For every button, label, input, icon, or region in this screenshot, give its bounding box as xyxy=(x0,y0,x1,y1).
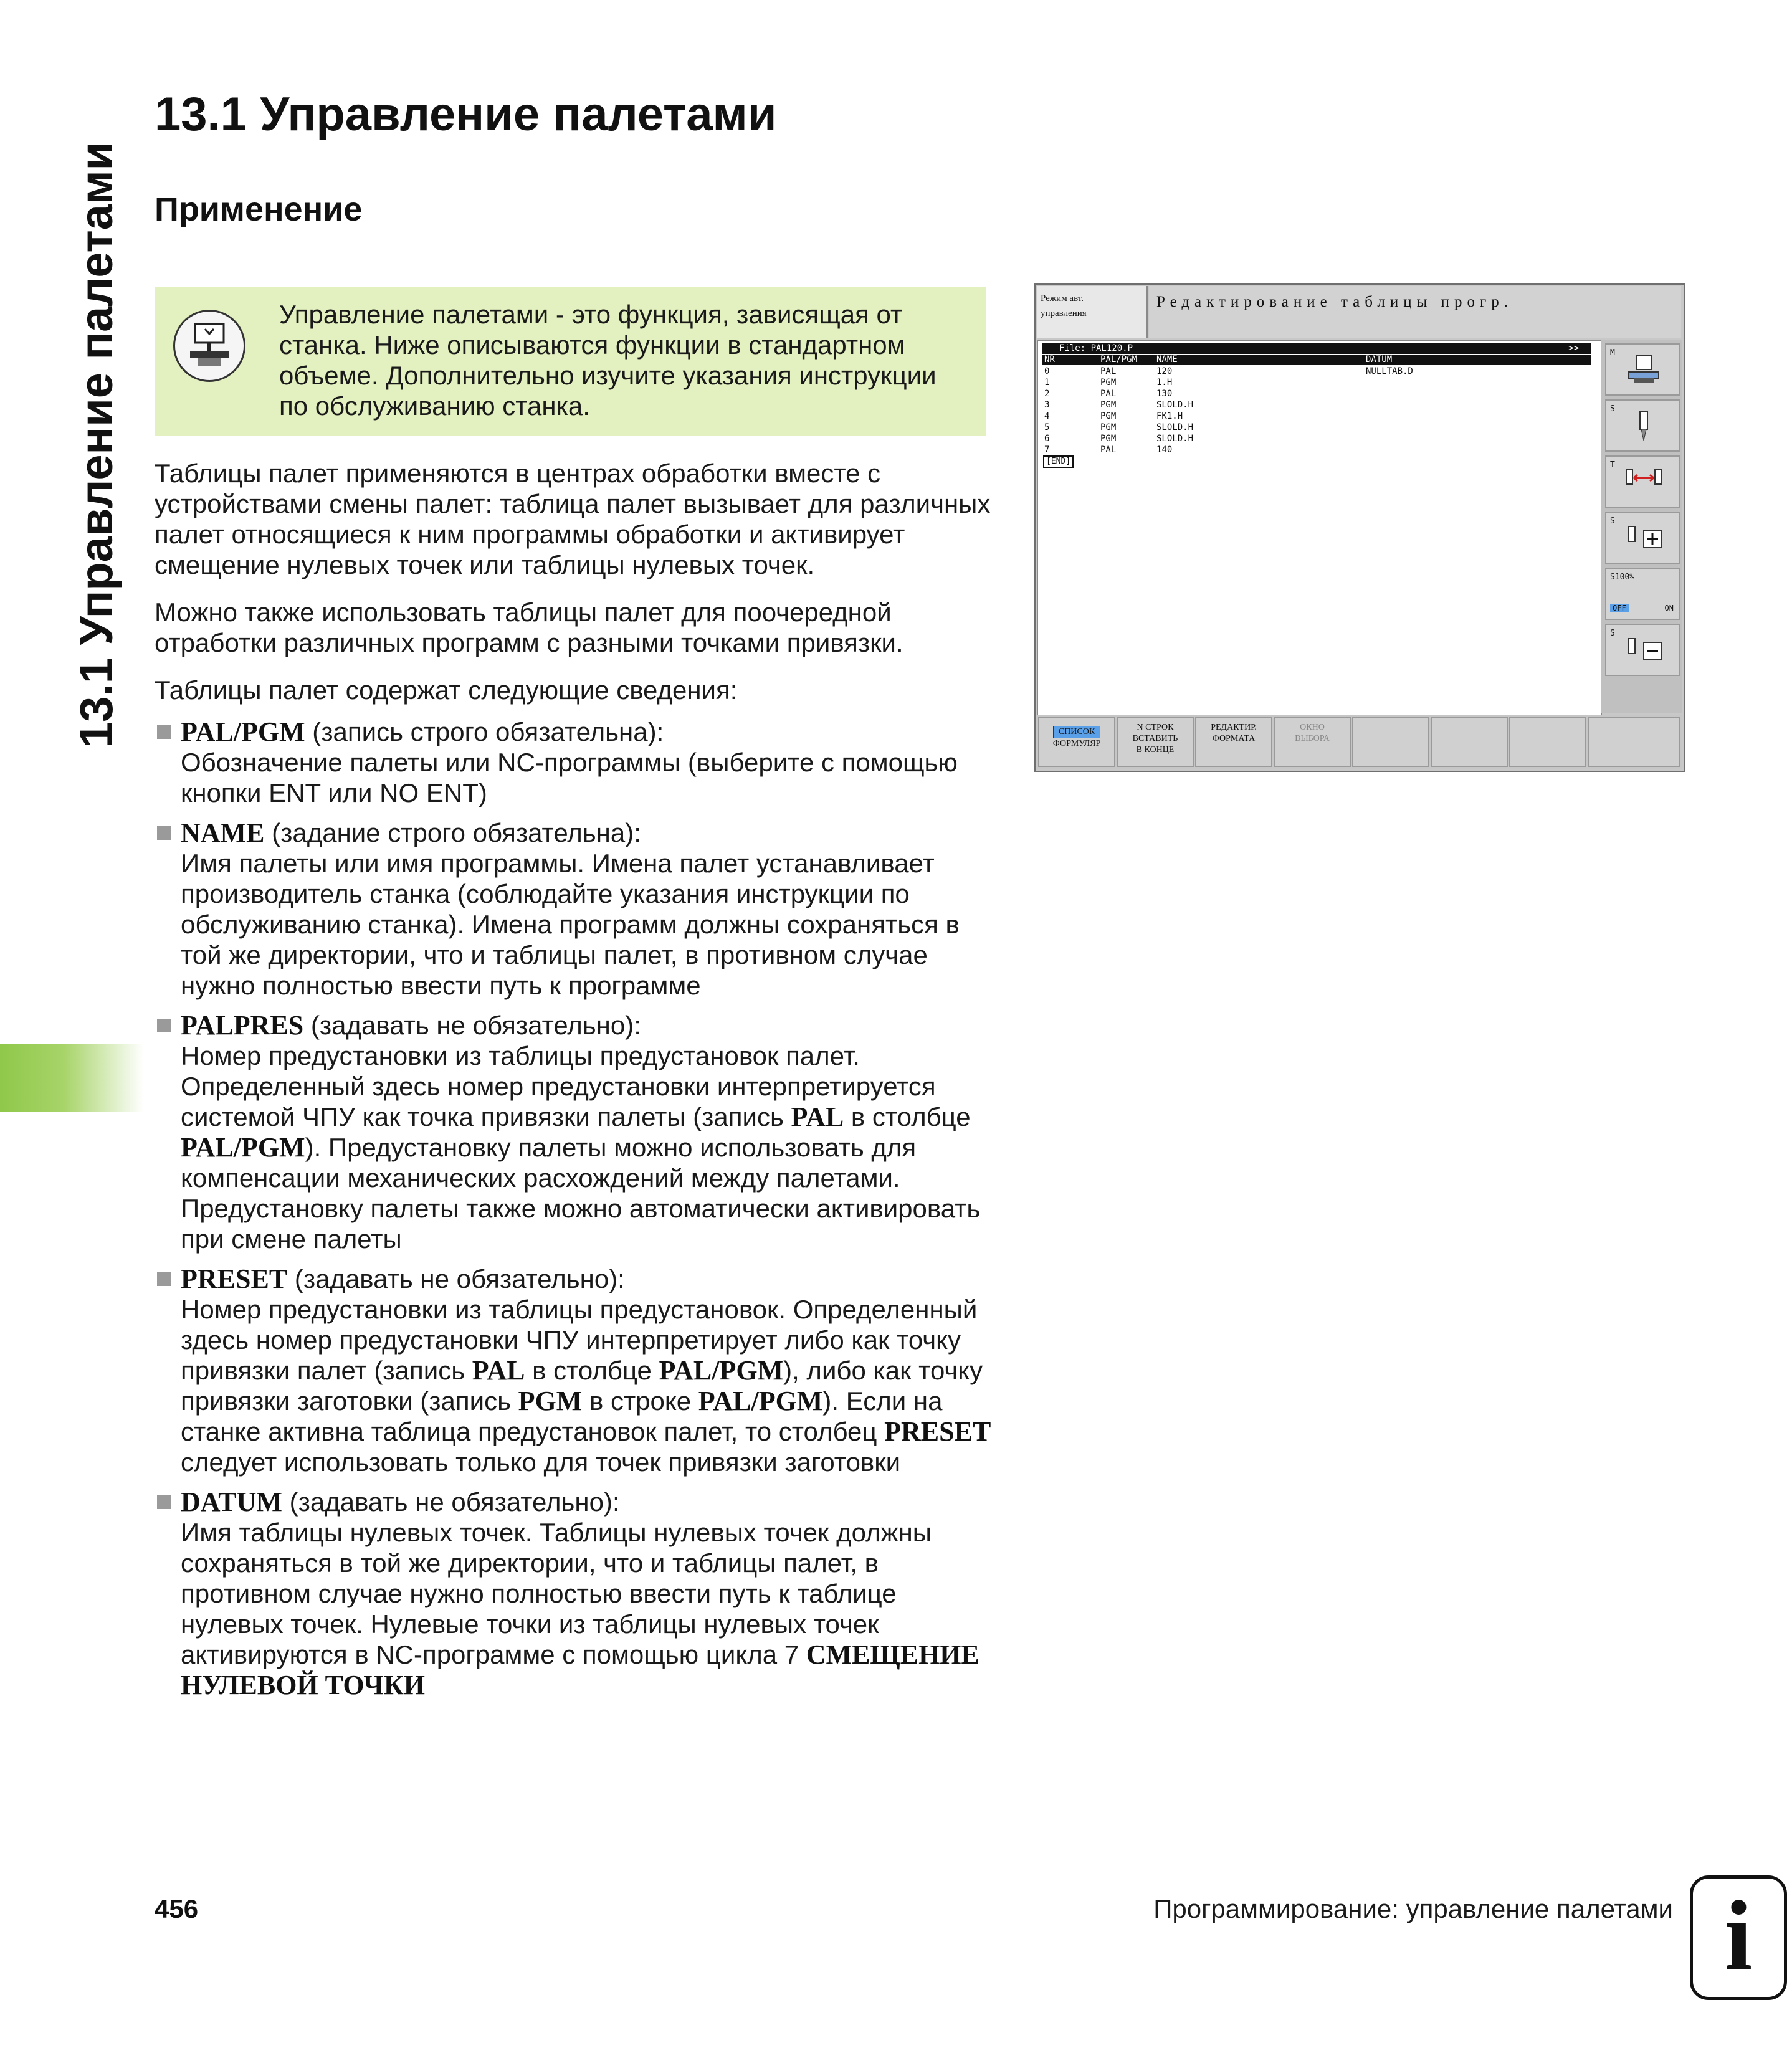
side-softkeys xyxy=(1601,340,1682,713)
softkey-label: S xyxy=(1610,404,1615,414)
softkey-label: ФОРМУЛЯР xyxy=(1052,739,1101,748)
list-item xyxy=(155,1264,1002,1477)
page-title: 13.1 Управление палетами xyxy=(155,88,777,141)
softkey-label: СПИСОК xyxy=(1053,726,1100,738)
text-run: ), либо как точку привязки заготовки (запись xyxy=(181,1356,983,1416)
running-footer: Программирование: управление палетами xyxy=(1153,1894,1673,1923)
more-columns-indicator: >> xyxy=(1568,343,1579,353)
cell: PGM xyxy=(1100,422,1117,432)
bullet-square xyxy=(157,1019,171,1032)
text-run: Номер предустановки из таблицы предустановок. Определенный здесь номер предустановки ЧПУ интерпретирует либо как точку привязки палет (запись xyxy=(181,1295,978,1385)
inline-keyword: PGM xyxy=(518,1386,583,1416)
field-description: Обозначение палеты или NC-программы (выберите с помощью кнопки ENT или NO ENT) xyxy=(181,748,958,807)
note-box xyxy=(155,287,986,436)
softkey-label: T xyxy=(1610,460,1615,470)
machine-icon xyxy=(173,310,245,382)
side-softkey-s-minus[interactable] xyxy=(1605,624,1680,676)
mode-line: Режим авт. xyxy=(1041,293,1084,303)
cell: 120 xyxy=(1156,366,1173,376)
inline-keyword: PAL xyxy=(472,1355,525,1386)
file-bar xyxy=(1042,343,1591,354)
spindle-minus-icon xyxy=(1625,634,1662,670)
inline-keyword: СМЕЩЕНИЕ НУЛЕВОЙ ТОЧКИ xyxy=(181,1639,979,1700)
field-keyword: DATUM xyxy=(181,1487,282,1517)
softkey-bar xyxy=(1037,715,1682,769)
softkey-label: N СТРОК xyxy=(1137,723,1174,732)
text-run: ). Если на станке активна таблица предустановок палет, то столбец xyxy=(181,1386,943,1446)
text-run: следует использовать только для точек привязки заготовки xyxy=(181,1447,901,1477)
softkey-empty[interactable] xyxy=(1509,717,1586,767)
field-keyword: PAL/PGM xyxy=(181,717,305,747)
field-description xyxy=(181,1517,1002,1700)
text-run: в столбце xyxy=(525,1356,659,1385)
table-row[interactable] xyxy=(1042,444,1591,455)
main-text xyxy=(155,458,1002,1710)
cell: FK1.H xyxy=(1156,411,1183,421)
table-row[interactable] xyxy=(1042,422,1591,433)
cell: 140 xyxy=(1156,445,1173,455)
cell: PGM xyxy=(1100,378,1117,388)
cell: 1.H xyxy=(1156,378,1173,388)
cell: 1 xyxy=(1044,378,1050,388)
page-number: 456 xyxy=(155,1894,199,1923)
side-softkey-m[interactable] xyxy=(1605,343,1680,396)
inline-keyword: PRESET xyxy=(884,1416,991,1447)
cell: SLOLD.H xyxy=(1156,422,1194,432)
field-keyword: PALPRES xyxy=(181,1010,304,1041)
note-text: Управление палетами - это функция, зависящая от станка. Ниже описываются функции в стандартном объеме. Дополнительно изучите указания инструкции по обслуживанию станка. xyxy=(279,300,937,421)
field-keyword: NAME xyxy=(181,817,265,848)
cell: 0 xyxy=(1044,366,1050,376)
cell: NULLTAB.D xyxy=(1366,366,1413,376)
cell: 3 xyxy=(1044,400,1050,410)
cell: 7 xyxy=(1044,445,1050,455)
cell: 130 xyxy=(1156,389,1173,399)
table-row[interactable] xyxy=(1042,411,1591,422)
cell: PAL xyxy=(1100,445,1117,455)
softkey-label: ФОРМАТА xyxy=(1212,734,1256,743)
softkey-list-form[interactable] xyxy=(1038,717,1115,767)
side-chapter-title: 13.1 Управление палетами xyxy=(70,141,122,748)
cell: PAL xyxy=(1100,389,1117,399)
inline-keyword: PAL/PGM xyxy=(181,1132,305,1163)
screen-title: Редактирование таблицы прогр. xyxy=(1149,286,1681,338)
side-softkey-s-plus[interactable] xyxy=(1605,512,1680,564)
paragraph: Таблицы палет применяются в центрах обработки вместе с устройствами смены палет: таблица палет вызывает для различных палет относящиеся к ним программы обработки и активирует смещение нулевых точек или таблицы нулевых точек. xyxy=(155,459,991,579)
field-description xyxy=(181,1041,1002,1254)
softkey-label: РЕДАКТИР. xyxy=(1211,723,1257,732)
field-qualifier: (задавать не обязательно): xyxy=(287,1264,625,1293)
softkey-edit-format[interactable] xyxy=(1195,717,1272,767)
off-label: OFF xyxy=(1610,604,1629,612)
chapter-tab-marker xyxy=(0,1044,143,1112)
field-qualifier: (задавать не обязательно): xyxy=(282,1487,620,1517)
softkey-label: S100% xyxy=(1610,573,1635,582)
field-keyword: PRESET xyxy=(181,1264,288,1294)
text-run: Номер предустановки из таблицы предустановок палет. Определенный здесь номер предустановки интерпретируется системой ЧПУ как точка привязки палеты (запись xyxy=(181,1041,936,1131)
table-row[interactable] xyxy=(1042,366,1591,377)
inline-keyword: PAL xyxy=(791,1102,844,1132)
cell: 5 xyxy=(1044,422,1050,432)
side-softkey-t[interactable] xyxy=(1605,455,1680,508)
info-glyph: i xyxy=(1724,1880,1753,1991)
cell: SLOLD.H xyxy=(1156,434,1194,444)
cell: PAL xyxy=(1100,366,1117,376)
cell: PGM xyxy=(1100,434,1117,444)
spindle-plus-icon xyxy=(1625,522,1662,558)
field-qualifier: (запись строго обязательна): xyxy=(305,717,664,746)
column-header: DATUM xyxy=(1366,355,1393,364)
table-row[interactable] xyxy=(1042,388,1591,399)
field-list xyxy=(155,717,1002,1700)
table-header xyxy=(1042,355,1591,365)
cell: SLOLD.H xyxy=(1156,400,1194,410)
list-item xyxy=(155,817,1002,1001)
softkey-insert-rows[interactable] xyxy=(1117,717,1194,767)
table-row[interactable] xyxy=(1042,399,1591,411)
softkey-empty[interactable] xyxy=(1352,717,1429,767)
inline-keyword: PAL/PGM xyxy=(659,1355,784,1386)
cell: 4 xyxy=(1044,411,1050,421)
inline-keyword: PAL/PGM xyxy=(698,1386,823,1416)
text-run: в строке xyxy=(582,1386,698,1416)
softkey-label: ОКНО xyxy=(1300,723,1325,732)
softkey-label: В КОНЦЕ xyxy=(1136,745,1175,755)
text-run: ). Предустановку палеты можно использовать для компенсации механических расхождений между палетами. Предустановку палеты также можно автоматически активировать при смене палеты xyxy=(181,1133,981,1254)
cell: PGM xyxy=(1100,411,1117,421)
column-header: NAME xyxy=(1156,355,1178,364)
mode-line: управления xyxy=(1041,308,1087,318)
softkey-empty[interactable] xyxy=(1431,717,1508,767)
column-header: PAL/PGM xyxy=(1100,355,1138,364)
bullet-square xyxy=(157,826,171,840)
section-heading: Применение xyxy=(155,191,363,228)
column-header: NR xyxy=(1044,355,1055,364)
spindle-icon xyxy=(1625,409,1662,445)
bullet-square xyxy=(157,725,171,739)
bullet-square xyxy=(157,1272,171,1286)
softkey-label: S xyxy=(1610,629,1615,638)
side-softkey-override[interactable] xyxy=(1605,568,1680,620)
field-description: Имя палеты или имя программы. Имена палет устанавливает производитель станка (соблюдайте указания инструкции по обслуживанию станка). Имена программ должны сохраняться в той же директории, что и таблицы палет, в противном случае нужно полностью ввести путь к программе xyxy=(181,849,960,1000)
bullet-square xyxy=(157,1495,171,1509)
cell: 2 xyxy=(1044,389,1050,399)
tool-change-icon xyxy=(1625,465,1662,502)
end-marker: [END] xyxy=(1043,455,1074,468)
on-label: ON xyxy=(1664,604,1674,612)
field-qualifier: (задавать не обязательно): xyxy=(303,1011,641,1040)
paragraph: Таблицы палет содержат следующие сведения: xyxy=(155,675,738,705)
cell: PGM xyxy=(1100,400,1117,410)
info-icon xyxy=(1690,1875,1787,2000)
paragraph: Можно также использовать таблицы палет для поочередной отработки различных программ с разными точками привязки. xyxy=(155,598,903,657)
text-run: Имя таблицы нулевых точек. Таблицы нулевых точек должны сохраняться в той же директории, что и таблицы палет, в противном случае нужно полностью ввести путь к таблице нулевых точек. Нулевые точки из таблицы нулевых точек активируются в NC-программе с помощью цикла 7 xyxy=(181,1518,932,1669)
softkey-label: S xyxy=(1610,517,1615,526)
mode-indicator xyxy=(1037,286,1148,338)
softkey-label: ВЫБОРА xyxy=(1295,734,1330,743)
softkey-select-window[interactable] xyxy=(1274,717,1351,767)
softkey-label: M xyxy=(1610,348,1615,358)
softkey-label: ВСТАВИТЬ xyxy=(1132,734,1178,743)
cnc-screen xyxy=(1034,283,1685,772)
file-name: File: PAL120.P xyxy=(1059,343,1133,353)
cell: 6 xyxy=(1044,434,1050,444)
list-item xyxy=(155,1487,1002,1700)
softkey-empty[interactable] xyxy=(1588,717,1680,767)
field-qualifier: (задание строго обязательна): xyxy=(264,818,641,847)
field-description xyxy=(181,1294,1002,1477)
machine-icon xyxy=(1625,353,1662,389)
side-softkey-s[interactable] xyxy=(1605,399,1680,452)
table-row[interactable] xyxy=(1042,377,1591,388)
list-item xyxy=(155,1010,1002,1254)
table-row[interactable] xyxy=(1042,433,1591,444)
table-editor[interactable] xyxy=(1037,340,1602,716)
text-run: в столбце xyxy=(844,1102,971,1131)
list-item xyxy=(155,717,1002,808)
